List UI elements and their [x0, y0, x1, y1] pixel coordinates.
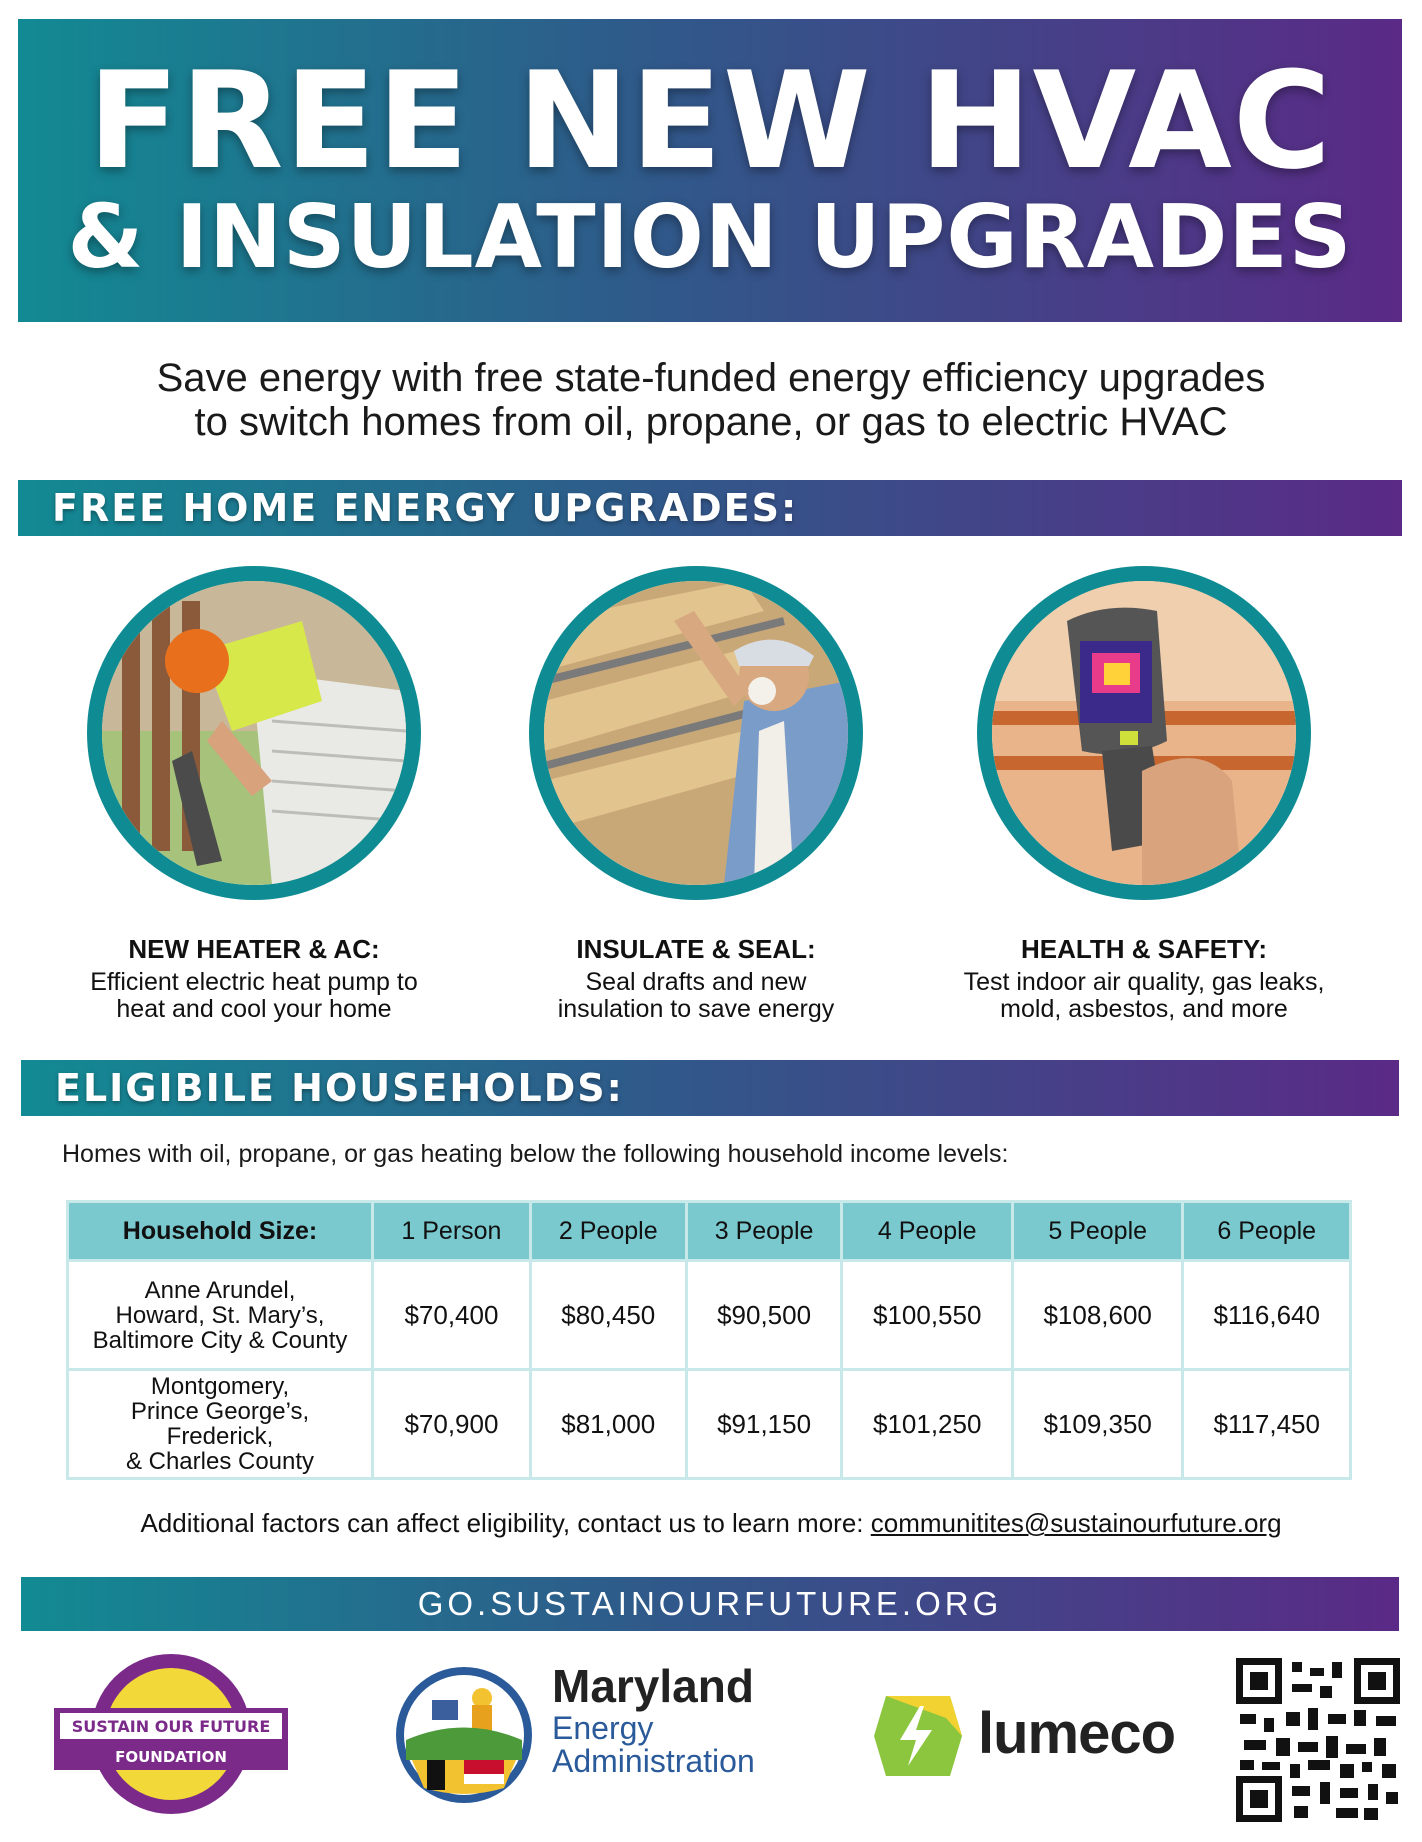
contact-email-link[interactable]: communitites@sustainourfuture.org	[870, 1508, 1282, 1538]
table-header-cell: Household Size:	[68, 1202, 373, 1261]
region-cell: Montgomery, Prince George’s, Frederick, & Charles County	[68, 1370, 373, 1479]
table-header-cell: 4 People	[842, 1202, 1012, 1261]
lightning-bolt-icon	[866, 1688, 966, 1784]
contact-line	[0, 1508, 1422, 1539]
table-header-cell: 3 People	[686, 1202, 842, 1261]
feature-insulate-seal	[486, 566, 906, 1023]
table-header-cell: 5 People	[1012, 1202, 1182, 1261]
sustain-our-future-logo	[48, 1650, 294, 1818]
feature-description: Efficient electric heat pump to heat and cool your home	[90, 968, 418, 1023]
upgrades-section-header	[18, 480, 1402, 536]
income-cell: $108,600	[1012, 1261, 1182, 1370]
maryland-energy-administration-logo	[392, 1660, 792, 1810]
hero-banner	[18, 19, 1402, 322]
feature-description: Test indoor air quality, gas leaks, mold, asbestos, and more	[963, 968, 1325, 1023]
income-cell: $70,400	[373, 1261, 531, 1370]
feature-title: NEW HEATER & AC:	[128, 934, 380, 964]
feature-title: HEALTH & SAFETY:	[1020, 934, 1268, 964]
income-cell: $117,450	[1183, 1370, 1351, 1479]
mea-logo-line2: Energy	[552, 1710, 654, 1746]
upgrades-section-title: FREE HOME ENERGY UPGRADES:	[52, 486, 799, 530]
mea-logo-line3: Administration	[552, 1743, 755, 1779]
website-url-bar[interactable]	[21, 1577, 1399, 1631]
feature-title: INSULATE & SEAL:	[576, 934, 816, 964]
table-header-cell: 2 People	[530, 1202, 686, 1261]
table-row	[68, 1261, 1351, 1370]
income-cell: $81,000	[530, 1370, 686, 1479]
website-url[interactable]: GO.SUSTAINOURFUTURE.ORG	[417, 1585, 1003, 1622]
eligible-section-header	[21, 1060, 1399, 1116]
income-cell: $116,640	[1183, 1261, 1351, 1370]
maryland-seal-icon	[392, 1660, 542, 1810]
mea-logo-line1: Maryland	[552, 1660, 754, 1712]
lumeco-logo	[866, 1688, 1196, 1784]
table-row	[68, 1370, 1351, 1479]
feature-health-safety	[934, 566, 1354, 1023]
table-header-cell: 6 People	[1183, 1202, 1351, 1261]
region-cell: Anne Arundel, Howard, St. Mary’s, Baltimore City & County	[68, 1261, 373, 1370]
income-cell: $70,900	[373, 1370, 531, 1479]
lumeco-wordmark: lumeco	[978, 1701, 1176, 1766]
income-cell: $91,150	[686, 1370, 842, 1479]
eligible-intro: Homes with oil, propane, or gas heating below the following household income levels:	[62, 1140, 1009, 1168]
sof-logo-line1: SUSTAIN OUR FUTURE	[71, 1717, 271, 1736]
feature-description: Seal drafts and new insulation to save energy	[557, 968, 835, 1023]
contact-text: Additional factors can affect eligibility, contact us to learn more:	[140, 1508, 871, 1538]
income-cell: $90,500	[686, 1261, 842, 1370]
income-cell: $101,250	[842, 1370, 1012, 1479]
eligible-section-title: ELIGIBILE HOUSEHOLDS:	[55, 1066, 624, 1110]
intro-line1: Save energy with free state-funded energy efficiency upgrades	[156, 356, 1266, 400]
qr-code-icon[interactable]	[1236, 1658, 1400, 1822]
intro-line2: to switch homes from oil, propane, or gas to electric HVAC	[194, 400, 1228, 444]
hvac-technician-photo	[87, 566, 421, 900]
thermal-camera-photo	[977, 566, 1311, 900]
sof-logo-line2: FOUNDATION	[115, 1748, 227, 1766]
income-table	[66, 1200, 1352, 1480]
feature-heater-ac	[44, 566, 464, 1023]
income-cell: $100,550	[842, 1261, 1012, 1370]
hero-title-line1: FREE NEW HVAC	[87, 42, 1333, 199]
table-header-row	[68, 1202, 1351, 1261]
income-cell: $109,350	[1012, 1370, 1182, 1479]
intro-text	[40, 356, 1382, 444]
hero-title-line2: & INSULATION UPGRADES	[67, 185, 1353, 288]
table-header-cell: 1 Person	[373, 1202, 531, 1261]
insulation-worker-photo	[529, 566, 863, 900]
income-cell: $80,450	[530, 1261, 686, 1370]
mea-logo-text	[552, 1660, 755, 1778]
